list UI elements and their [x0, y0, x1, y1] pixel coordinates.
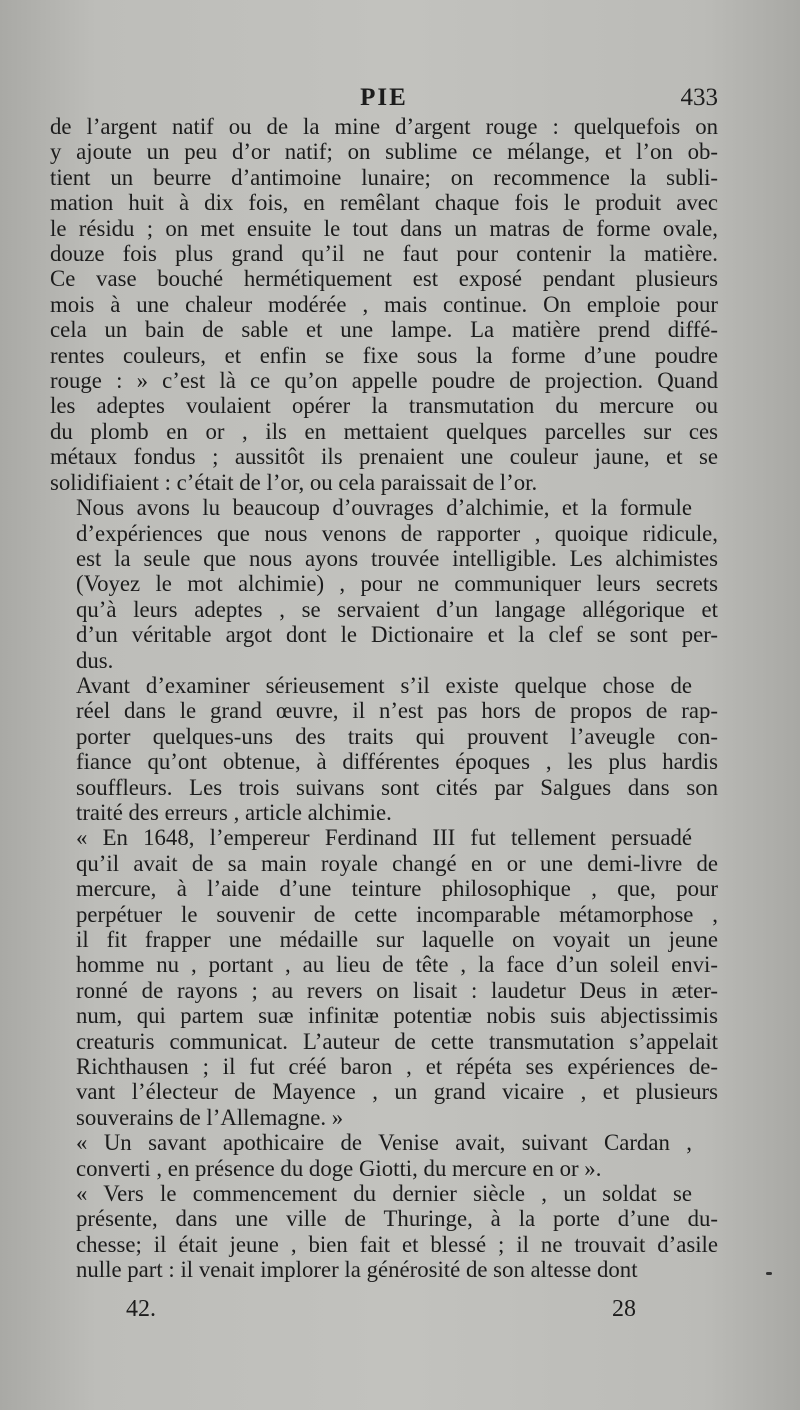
- text-line: cela un bain de sable et une lampe. La matière prend diffé-: [50, 317, 718, 343]
- text-line: vant l’électeur de Mayence , un grand vicaire , et plusieurs: [76, 1079, 718, 1105]
- text-line: présente, dans une ville de Thuringe, à la porte d’une du-: [76, 1206, 718, 1232]
- text-line: traité des erreurs , article alchimie.: [76, 799, 392, 825]
- text-line: ronné de rayons ; au revers on lisait : laudetur Deus in æter-: [76, 977, 718, 1003]
- ink-speck: [766, 1272, 772, 1275]
- signature-mark: 42.: [126, 1296, 156, 1322]
- paragraph: [50, 673, 718, 825]
- paragraph: [50, 1130, 718, 1181]
- page-number: 433: [680, 84, 718, 111]
- text-line: chesse; il était jeune , bien fait et blessé ; il ne trouvait d’asile: [76, 1231, 718, 1257]
- text-line: qu’à leurs adeptes , se servaient d’un langage allégorique et: [76, 596, 718, 622]
- paragraph: [50, 1181, 718, 1283]
- text-line: y ajoute un peu d’or natif; on sublime ce mélange, et l’on ob-: [50, 139, 718, 165]
- text-line: « Un savant apothicaire de Venise avait, suivant Cardan ,: [76, 1130, 692, 1156]
- paragraph: [50, 825, 718, 1130]
- text-line: mation huit à dix fois, en remêlant chaque fois le produit avec: [50, 190, 718, 216]
- text-line: homme nu , portant , au lieu de tête , la face d’un soleil envi-: [76, 952, 718, 978]
- text-line: de l’argent natif ou de la mine d’argent rouge : quelquefois on: [50, 114, 718, 139]
- text-line: nulle part : il venait implorer la générosité de son altesse dont: [76, 1257, 638, 1283]
- text-line: perpétuer le souvenir de cette incomparable métamorphose ,: [76, 901, 718, 927]
- text-line: douze fois plus grand qu’il ne faut pour contenir la matière.: [50, 241, 718, 267]
- catchword: 28: [612, 1296, 636, 1322]
- text-line: il fit frapper une médaille sur laquelle on voyait un jeune: [76, 927, 718, 952]
- paragraph: [50, 114, 718, 495]
- page-footer: [50, 1296, 718, 1326]
- text-line: dus.: [76, 647, 114, 673]
- text-line: du plomb en or , ils en mettaient quelques parcelles sur ces: [50, 418, 718, 444]
- text-line: Richthausen ; il fut créé baron , et répéta ses expériences de-: [76, 1054, 718, 1080]
- text-line: souverains de l’Allemagne. »: [76, 1104, 344, 1130]
- text-line: réel dans le grand œuvre, il n’est pas hors de propos de rap-: [76, 698, 718, 724]
- paragraph: [50, 495, 718, 673]
- text-line: le résidu ; on met ensuite le tout dans un matras de forme ovale,: [50, 215, 718, 241]
- text-line: tient un beurre d’antimoine lunaire; on recommence la subli-: [50, 164, 718, 190]
- text-line: mercure, à l’aide d’une teinture philosophique , que, pour: [76, 876, 718, 902]
- text-line: fiance qu’ont obtenue, à différentes époques , les plus hardis: [76, 749, 718, 775]
- text-line: porter quelques-uns des traits qui prouvent l’aveugle con-: [76, 723, 718, 749]
- text-line: num, qui partem suæ infinitæ potentiæ nobis suis abjectissimis: [76, 1003, 718, 1029]
- text-line: converti , en présence du doge Giotti, du mercure en or ».: [76, 1155, 602, 1181]
- text-line: est la seule que nous ayons trouvée intelligible. Les alchimistes: [76, 545, 718, 571]
- text-line: métaux fondus ; aussitôt ils prenaient une couleur jaune, et se: [50, 444, 718, 470]
- running-title: PIE: [360, 84, 408, 111]
- text-line: creaturis communicat. L’auteur de cette transmutation s’appelait: [76, 1028, 718, 1054]
- text-line: souffleurs. Les trois suivans sont cités par Salgues dans son: [76, 774, 718, 800]
- text-line: rouge : » c’est là ce qu’on appelle poudre de projection. Quand: [50, 368, 718, 394]
- text-line: (Voyez le mot alchimie) , pour ne communiquer leurs secrets: [76, 571, 718, 597]
- text-line: d’expériences que nous venons de rapporter , quoique ridicule,: [76, 520, 718, 546]
- text-line: solidifiaient : c’était de l’or, ou cela paraissait de l’or.: [50, 469, 538, 495]
- text-line: rentes couleurs, et enfin se fixe sous la forme d’une poudre: [50, 342, 718, 368]
- text-line: qu’il avait de sa main royale changé en or une demi-livre de: [76, 850, 718, 876]
- text-line: Ce vase bouché hermétiquement est exposé pendant plusieurs: [50, 266, 718, 292]
- running-head: [50, 84, 718, 116]
- text-line: Avant d’examiner sérieusement s’il existe quelque chose de: [76, 672, 692, 698]
- body-text: [50, 114, 718, 1283]
- text-line: « En 1648, l’empereur Ferdinand III fut tellement persuadé: [76, 825, 692, 851]
- text-line: mois à une chaleur modérée , mais continue. On emploie pour: [50, 291, 718, 317]
- text-line: Nous avons lu beaucoup d’ouvrages d’alchimie, et la formule: [76, 495, 692, 521]
- text-line: « Vers le commencement du dernier siècle , un soldat se: [76, 1181, 692, 1207]
- text-line: les adeptes voulaient opérer la transmutation du mercure ou: [50, 393, 718, 419]
- text-line: d’un véritable argot dont le Dictionaire et la clef se sont per-: [76, 622, 718, 648]
